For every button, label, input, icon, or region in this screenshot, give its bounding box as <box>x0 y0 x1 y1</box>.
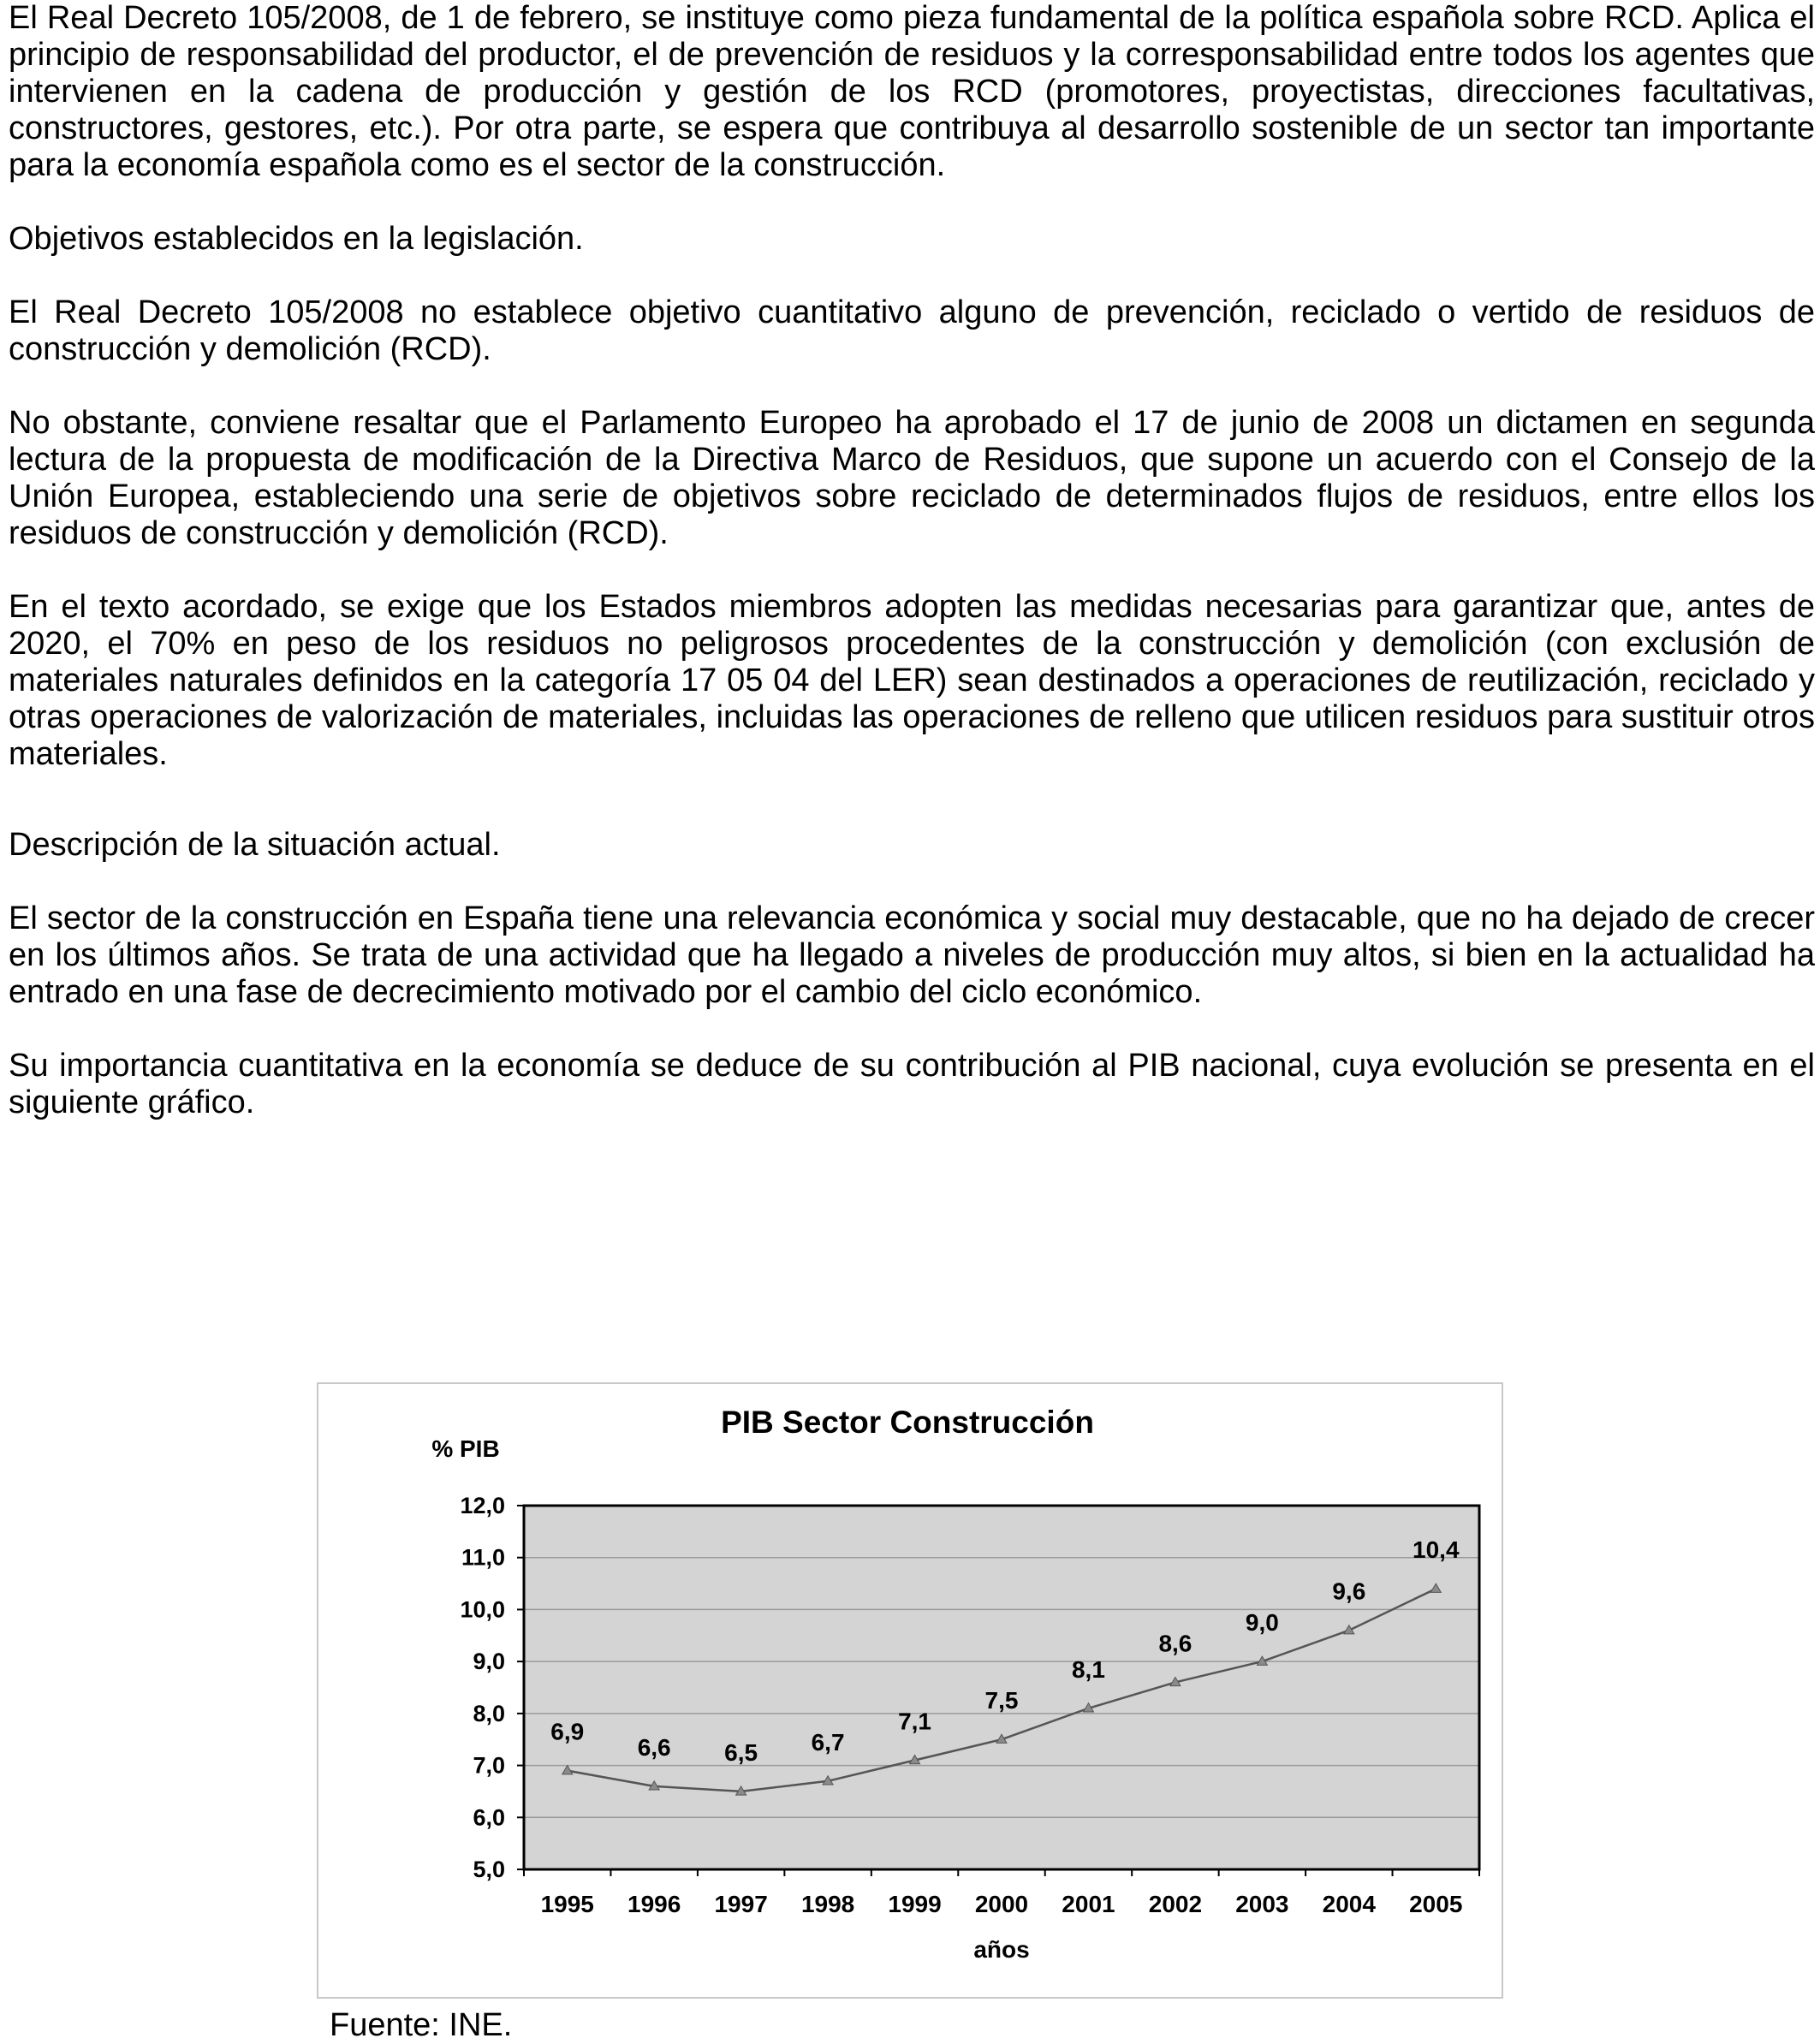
data-label: 9,0 <box>1245 1609 1279 1637</box>
data-label: 7,5 <box>984 1687 1019 1714</box>
y-tick-label: 6,0 <box>473 1804 505 1831</box>
y-tick-label: 10,0 <box>460 1596 505 1623</box>
document-body <box>9 0 1815 1121</box>
y-tick-label: 11,0 <box>461 1544 505 1571</box>
x-tick-label: 2003 <box>1235 1891 1289 1917</box>
paragraph-importancia-pib: Su importancia cuantitativa en la economía se deduce de su contribución al PIB nacional, cuya evolución se presenta en el siguiente gráfico. <box>9 1048 1815 1120</box>
paragraph-texto-acordado: En el texto acordado, se exige que los Estados miembros adopten las medidas necesarias para garantizar que, antes de 2020, el 70% en peso de los residuos no peligrosos procedentes de la construcción y demolición (con exclusión de materiales naturales definidos en la categoría 17 05 04 del LER) sean destinados a operaciones de reutilización, reciclado y otras operaciones de valorización de materiales, incluidas las operaciones de relleno que utilicen residuos para sustituir otros materiales. <box>9 589 1815 772</box>
y-axis-label: % PIB <box>431 1435 500 1462</box>
paragraph-objetivo-cuantitativo: El Real Decreto 105/2008 no establece objetivo cuantitativo alguno de prevención, reciclado o vertido de residuos de construcción y demolición (RCD). <box>9 294 1815 367</box>
heading-objetivos: Objetivos establecidos en la legislación. <box>9 221 584 257</box>
data-label: 6,7 <box>811 1728 845 1756</box>
data-label: 6,9 <box>550 1718 585 1745</box>
pib-chart <box>317 1382 1503 1999</box>
x-tick-label: 2005 <box>1409 1891 1463 1917</box>
heading-situacion-actual: Descripción de la situación actual. <box>9 827 501 863</box>
x-tick-label: 2000 <box>974 1891 1029 1917</box>
y-tick-label: 12,0 <box>460 1493 505 1518</box>
paragraph-parlamento-europeo: No obstante, conviene resaltar que el Parlamento Europeo ha aprobado el 17 de junio de 2008 un dictamen en segunda lectura de la propuesta de modificación de la Directiva Marco de Residuos, que supone un acuerdo con el Consejo de la Unión Europea, estableciendo una serie de objetivos sobre reciclado de determinados flujos de residuos, entre ellos los residuos de construcción y demolición (RCD). <box>9 405 1815 551</box>
y-tick-label: 5,0 <box>473 1857 505 1882</box>
y-tick-label: 9,0 <box>473 1649 505 1675</box>
data-label: 10,4 <box>1413 1536 1460 1564</box>
data-label: 6,5 <box>724 1738 758 1766</box>
data-label: 8,6 <box>1158 1630 1193 1657</box>
data-label: 7,1 <box>898 1708 932 1735</box>
pib-chart-svg <box>318 1384 1505 2000</box>
data-label: 8,1 <box>1071 1655 1105 1683</box>
y-tick-label: 7,0 <box>473 1752 505 1779</box>
x-tick-label: 1995 <box>540 1891 594 1917</box>
chart-title: PIB Sector Construcción <box>721 1405 1094 1440</box>
data-label: 6,6 <box>637 1733 671 1761</box>
x-tick-label: 1997 <box>714 1891 768 1917</box>
x-tick-label: 1996 <box>627 1891 681 1917</box>
paragraph-real-decreto: El Real Decreto 105/2008, de 1 de febrero, se instituye como pieza fundamental de la política española sobre RCD. Aplica el principio de responsabilidad del productor, el de prevención de residuos y la corresponsabilidad entre todos los agentes que intervienen en la cadena de producción y gestión de los RCD (promotores, proyectistas, direcciones facultativas, constructores, gestores, etc.). Por otra parte, se espera que contribuya al desarrollo sostenible de un sector tan importante para la economía española como es el sector de la construcción. <box>9 0 1815 183</box>
x-tick-label: 2004 <box>1322 1891 1376 1917</box>
x-axis-label: años <box>973 1936 1030 1963</box>
paragraph-sector-construccion: El sector de la construcción en España tiene una relevancia económica y social muy destacable, que no ha dejado de crecer en los últimos años. Se trata de una actividad que ha llegado a niveles de producción muy altos, si bien en la actualidad ha entrado en una fase de decrecimiento motivado por el cambio del ciclo económico. <box>9 900 1815 1010</box>
x-tick-label: 2001 <box>1062 1891 1115 1917</box>
x-tick-label: 2002 <box>1148 1891 1203 1917</box>
x-tick-label: 1999 <box>888 1891 942 1917</box>
x-tick-label: 1998 <box>800 1891 855 1917</box>
data-label: 9,6 <box>1332 1578 1366 1605</box>
source-note: Fuente: INE. <box>330 2007 513 2043</box>
y-tick-label: 8,0 <box>473 1700 505 1726</box>
